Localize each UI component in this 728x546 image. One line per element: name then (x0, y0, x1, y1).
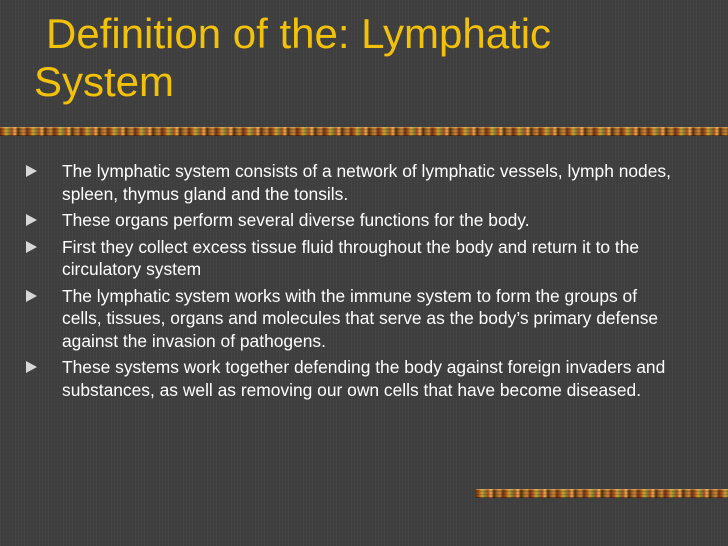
bullet-item (26, 285, 676, 353)
bullet-text: The lymphatic system works with the immune system to form the groups of cells, tissues, organs and molecules that serve as the body’s primary defense against the invasion of pathogens. (62, 285, 659, 351)
bullet-text: First they collect excess tissue fluid throughout the body and return it to the circulatory system (62, 236, 640, 279)
slide-title-line-2: System (34, 58, 175, 105)
triangle-bullet-icon (26, 361, 37, 373)
triangle-bullet-icon (26, 241, 37, 253)
bullet-item (26, 356, 676, 401)
decorative-band-bottom (476, 489, 728, 498)
bullet-item (26, 236, 676, 281)
triangle-bullet-icon (26, 214, 37, 226)
bullet-text: The lymphatic system consists of a network of lymphatic vessels, lymph nodes, spleen, thymus gland and the tonsils. (62, 161, 671, 204)
bullet-item (26, 160, 676, 205)
bullet-text: These organs perform several diverse functions for the body. (62, 210, 530, 230)
triangle-bullet-icon (26, 290, 37, 302)
decorative-band-top (0, 127, 728, 136)
bullet-list (26, 160, 676, 405)
triangle-bullet-icon (26, 165, 37, 177)
slide-title-line-1: Definition of the: Lymphatic (46, 10, 552, 57)
bullet-item (26, 209, 676, 232)
bullet-text: These systems work together defending the body against foreign invaders and substances, as well as removing our own cells that have become diseased. (62, 357, 666, 400)
slide-title (34, 10, 674, 106)
